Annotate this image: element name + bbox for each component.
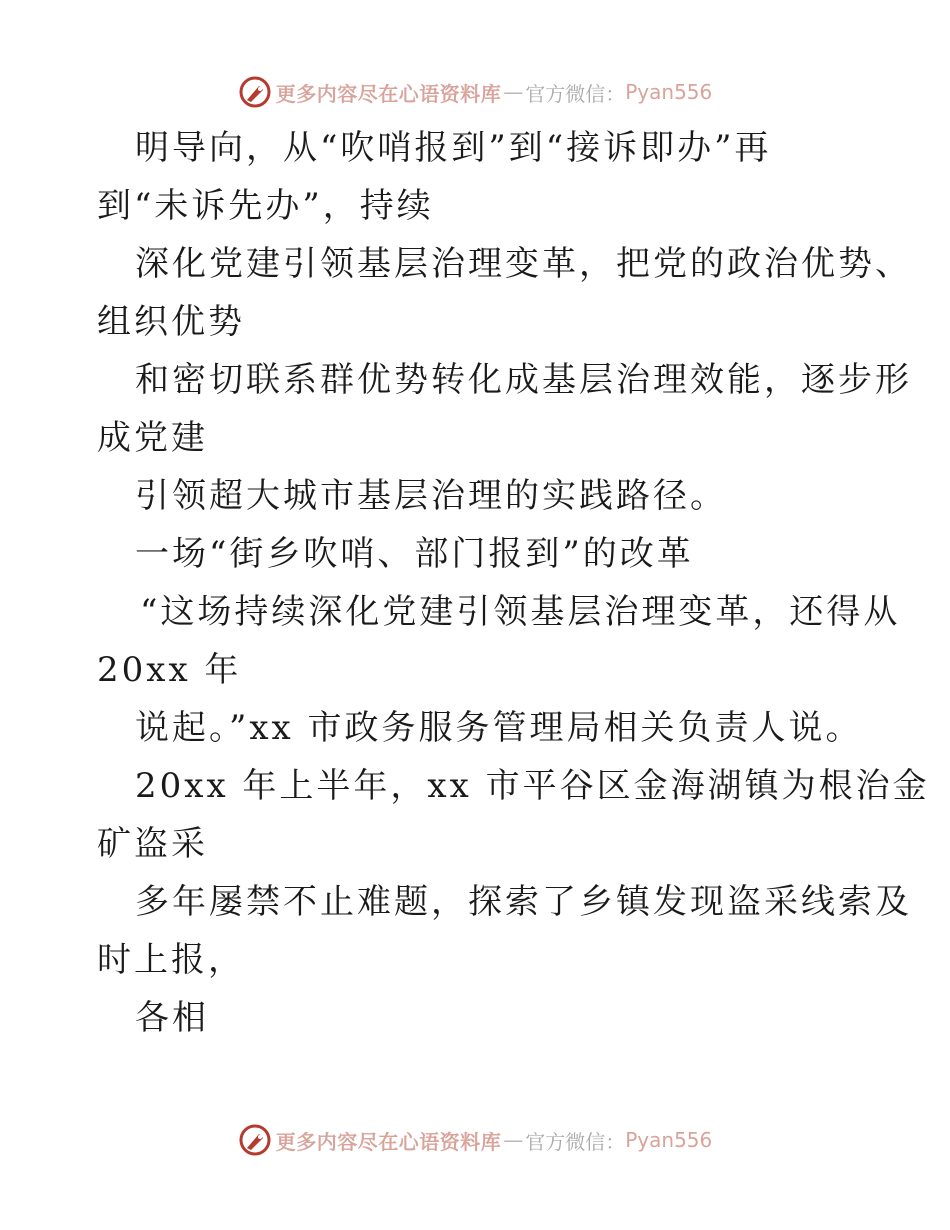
body-line: 多年屡禁不止难题，探索了乡镇发现盗采线索及: [135, 882, 912, 922]
body-line: 引领超大城市基层治理的实践路径。: [135, 476, 727, 516]
header-banner: [0, 72, 950, 112]
footer-sub-text: 官方微信：: [525, 1129, 626, 1154]
body-line: 到“未诉先办”，持续: [97, 186, 434, 226]
body-line: 时上报，: [97, 940, 245, 980]
header-sub-text: 官方微信：: [525, 81, 626, 106]
body-line: 各相: [135, 998, 209, 1038]
pen-nib-logo-icon: [238, 1123, 272, 1157]
body-line: 组织优势: [97, 302, 245, 342]
footer-banner: [0, 1120, 950, 1160]
header-main-text: 更多内容尽在心语资料库: [275, 81, 502, 106]
body-line: 深化党建引领基层治理变革，把党的政治优势、: [135, 244, 912, 284]
body-line: 成党建: [97, 418, 208, 458]
footer-dash: —: [503, 1128, 524, 1152]
body-line: “这场持续深化党建引领基层治理变革，还得从: [140, 592, 901, 632]
body-line: 和密切联系群优势转化成基层治理效能，逐步形: [135, 360, 912, 400]
header-wechat-id: Pyan556: [625, 80, 713, 104]
body-line: 明导向，从“吹哨报到”到“接诉即办”再: [135, 128, 772, 168]
body-line: 20xx 年上半年，xx 市平谷区金海湖镇为根治金: [135, 766, 930, 806]
header-dash: —: [503, 80, 524, 104]
body-line: 20xx 年: [97, 650, 242, 690]
pen-nib-logo-icon: [238, 75, 272, 109]
body-line: 矿盗采: [97, 824, 208, 864]
body-line: 说起。”xx 市政务服务管理局相关负责人说。: [135, 708, 863, 748]
footer-main-text: 更多内容尽在心语资料库: [275, 1129, 502, 1154]
footer-wechat-id: Pyan556: [625, 1128, 713, 1152]
body-line: 一场“街乡吹哨、部门报到”的改革: [135, 534, 694, 574]
